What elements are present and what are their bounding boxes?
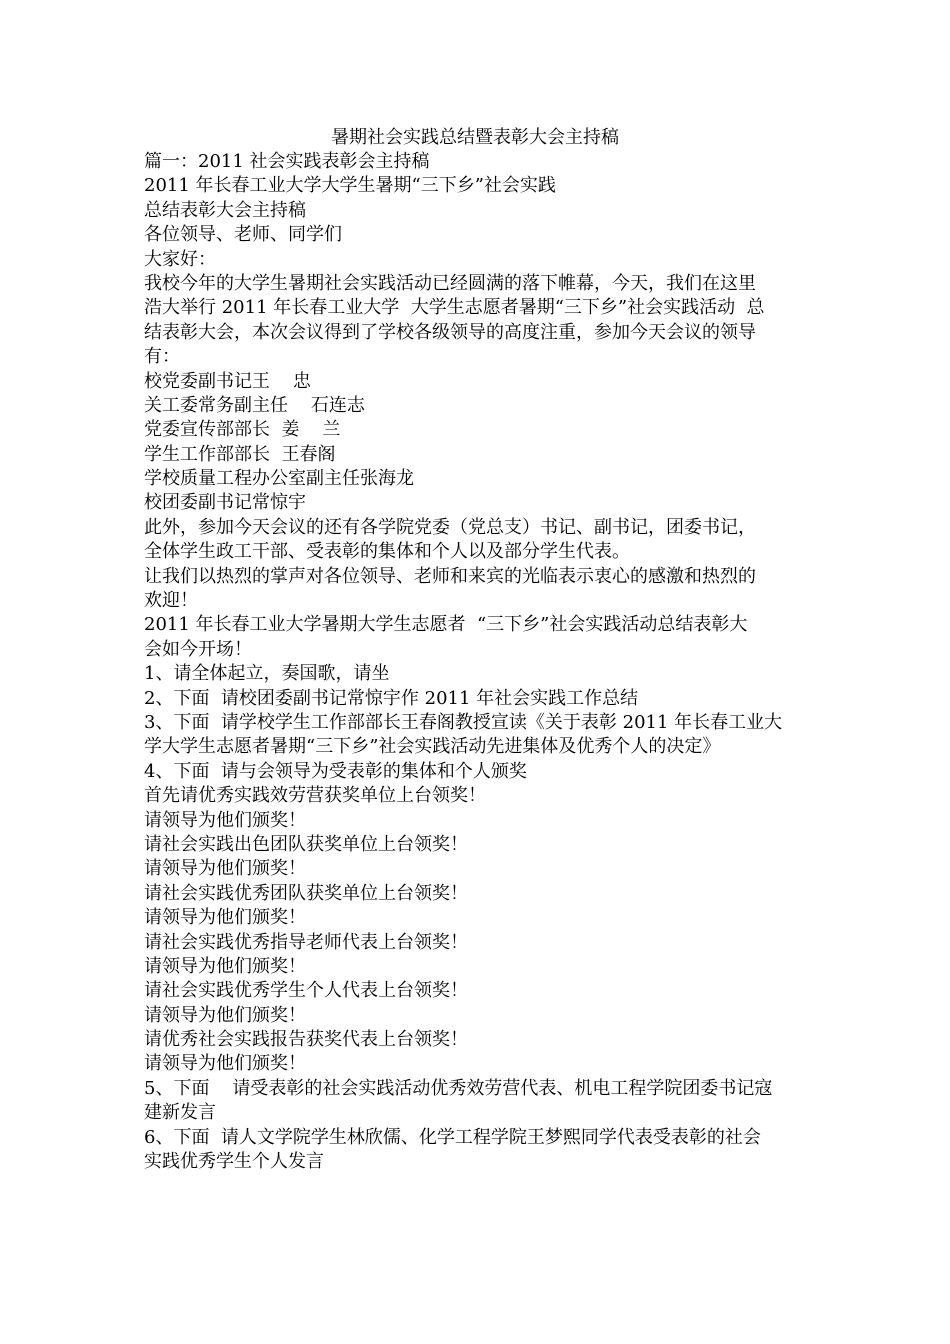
text-line: 关工委常务副主任 石连志 xyxy=(144,394,365,416)
text-line: 请社会实践出色团队获奖单位上台领奖！ xyxy=(144,833,468,855)
text-line: 首先请优秀实践效劳营获奖单位上台领奖！ xyxy=(144,785,486,807)
text-line: 学生工作部部长 王春阁 xyxy=(144,443,336,465)
text-line: 请领导为他们颁奖！ xyxy=(144,858,306,880)
text-line: 请领导为他们颁奖！ xyxy=(144,955,306,977)
text-line: 校党委副书记王 忠 xyxy=(144,370,311,392)
text-line: 结表彰大会，本次会议得到了学校各级领导的高度注重，参加今天会议的领导 xyxy=(144,321,756,343)
text-line: 会如今开场！ xyxy=(144,638,252,660)
document-body xyxy=(144,150,814,1174)
text-line: 请优秀社会实践报告获奖代表上台领奖！ xyxy=(144,1029,468,1051)
text-line: 让我们以热烈的掌声对各位领导、老师和来宾的光临表示衷心的感激和热烈的 xyxy=(144,565,756,587)
text-line: 6、下面 请人文学院学生林欣儒、化学工程学院王梦熙同学代表受表彰的社会 xyxy=(144,1126,761,1148)
text-line: 浩大举行 2011 年长春工业大学 大学生志愿者暑期“三下乡”社会实践活动 总 xyxy=(144,297,765,319)
text-line: 有： xyxy=(144,346,180,368)
text-line: 4、下面 请与会领导为受表彰的集体和个人颁奖 xyxy=(144,760,527,782)
text-line: 1、请全体起立，奏国歌，请坐 xyxy=(144,663,390,685)
text-line: 5、下面 请受表彰的社会实践活动优秀效劳营代表、机电工程学院团委书记寇 xyxy=(144,1077,773,1099)
text-line: 实践优秀学生个人发言 xyxy=(144,1151,324,1173)
text-line: 2、下面 请校团委副书记常惊宇作 2011 年社会实践工作总结 xyxy=(144,687,639,709)
text-line: 3、下面 请学校学生工作部部长王春阁教授宣读《关于表彰 2011 年长春工业大 xyxy=(144,711,783,733)
text-line: 请领导为他们颁奖！ xyxy=(144,907,306,929)
text-line: 建新发言 xyxy=(144,1102,216,1124)
text-line: 请领导为他们颁奖！ xyxy=(144,809,306,831)
text-line: 大家好： xyxy=(144,248,216,270)
text-line: 请领导为他们颁奖！ xyxy=(144,1053,306,1075)
text-line: 2011 年长春工业大学大学生暑期“三下乡”社会实践 xyxy=(144,175,556,197)
text-line: 学大学生志愿者暑期“三下乡”社会实践活动先进集体及优秀个人的决定》 xyxy=(144,736,721,758)
text-line: 全体学生政工干部、受表彰的集体和个人以及部分学生代表。 xyxy=(144,541,630,563)
text-line: 总结表彰大会主持稿 xyxy=(144,199,306,221)
text-line: 各位领导、老师、同学们 xyxy=(144,224,342,246)
text-line: 请社会实践优秀团队获奖单位上台领奖！ xyxy=(144,882,468,904)
text-line: 欢迎！ xyxy=(144,590,198,612)
text-line: 此外，参加今天会议的还有各学院党委（党总支）书记、副书记，团委书记， xyxy=(144,516,756,538)
text-line: 党委宣传部部长 姜 兰 xyxy=(144,419,341,441)
text-line: 请社会实践优秀学生个人代表上台领奖！ xyxy=(144,980,468,1002)
text-line: 校团委副书记常惊宇 xyxy=(144,492,306,514)
text-line: 请领导为他们颁奖！ xyxy=(144,1004,306,1026)
document-title: 暑期社会实践总结暨表彰大会主持稿 xyxy=(331,127,619,148)
text-line: 2011 年长春工业大学暑期大学生志愿者 “三下乡”社会实践活动总结表彰大 xyxy=(144,614,748,636)
text-line: 篇一：2011 社会实践表彰会主持稿 xyxy=(144,151,430,172)
text-line: 请社会实践优秀指导老师代表上台领奖！ xyxy=(144,931,468,953)
text-line: 我校今年的大学生暑期社会实践活动已经圆满的落下帷幕，今天，我们在这里 xyxy=(144,272,756,294)
text-line: 学校质量工程办公室副主任张海龙 xyxy=(144,468,414,490)
